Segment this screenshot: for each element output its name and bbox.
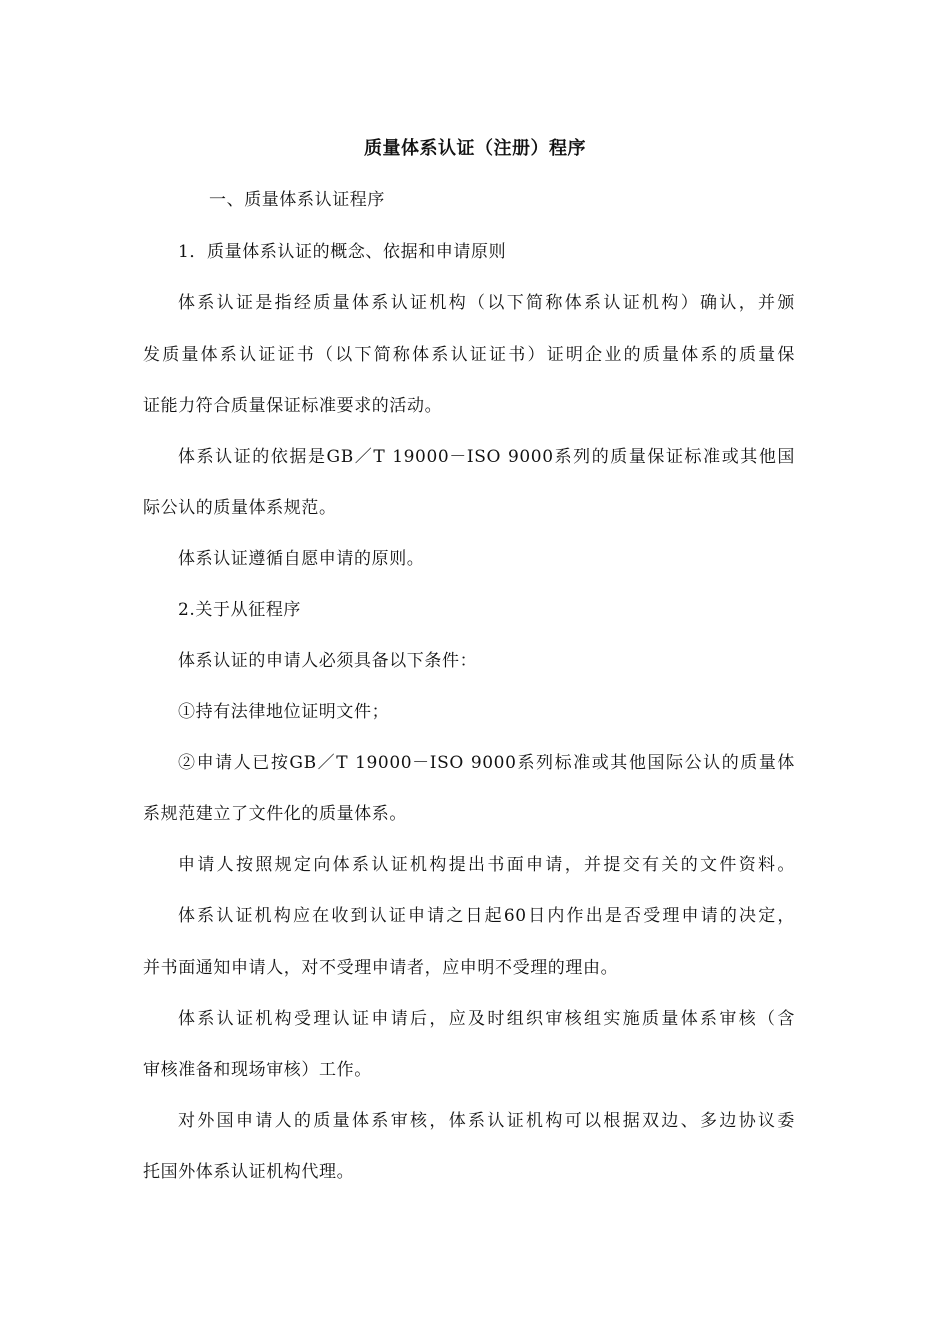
paragraph-line: 并书面通知申请人，对不受理申请者，应申明不受理的理由。 xyxy=(143,958,619,978)
paragraph-line: 体系认证机构应在收到认证申请之日起60日内作出是否受理申请的决定， xyxy=(178,906,795,926)
paragraph-line: 际公认的质量体系规范。 xyxy=(143,498,337,518)
paragraph-line: 体系认证是指经质量体系认证机构（以下简称体系认证机构）确认，并颁 xyxy=(178,293,795,313)
document-title: 质量体系认证（注册）程序 xyxy=(364,138,586,159)
paragraph-line: 系规范建立了文件化的质量体系。 xyxy=(143,804,407,824)
paragraph-line: 托国外体系认证机构代理。 xyxy=(143,1162,355,1182)
section-heading: 一、质量体系认证程序 xyxy=(209,190,385,210)
subsection-heading: 1．质量体系认证的概念、依据和申请原则 xyxy=(178,242,507,262)
paragraph-line: 体系认证的依据是GB／T 19000－ISO 9000系列的质量保证标准或其他国 xyxy=(178,447,795,467)
paragraph-line: 体系认证遵循自愿申请的原则。 xyxy=(178,549,425,569)
paragraph-line: 对外国申请人的质量体系审核，体系认证机构可以根据双边、多边协议委 xyxy=(178,1111,795,1131)
paragraph-line: 体系认证的申请人必须具备以下条件： xyxy=(178,651,478,671)
paragraph-line: 体系认证机构受理认证申请后，应及时组织审核组实施质量体系审核（含 xyxy=(178,1009,795,1029)
list-item: ①持有法律地位证明文件； xyxy=(178,702,390,722)
paragraph-line: 申请人按照规定向体系认证机构提出书面申请，并提交有关的文件资料。 xyxy=(178,855,795,875)
paragraph-line: 证能力符合质量保证标准要求的活动。 xyxy=(143,396,443,416)
list-item: ②申请人已按GB／T 19000－ISO 9000系列标准或其他国际公认的质量体 xyxy=(178,753,796,773)
subsection-heading: 2.关于从征程序 xyxy=(178,600,302,620)
paragraph-line: 发质量体系认证证书（以下简称体系认证证书）证明企业的质量体系的质量保 xyxy=(143,345,795,365)
paragraph-line: 审核准备和现场审核）工作。 xyxy=(143,1060,372,1080)
